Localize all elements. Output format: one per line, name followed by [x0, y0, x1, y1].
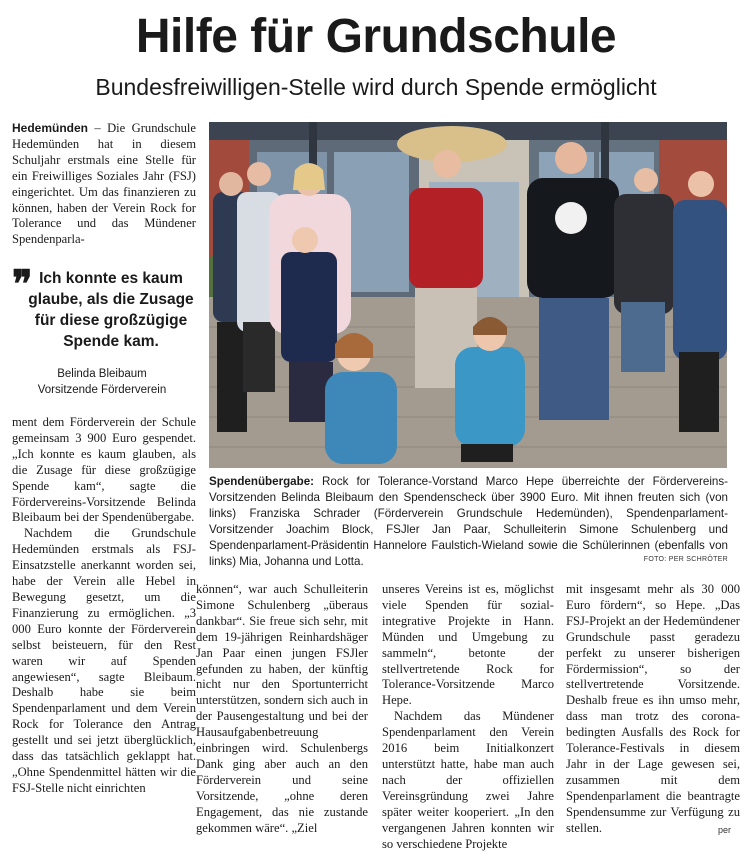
article-column-1-top — [12, 121, 196, 248]
article-intro: – Die Grundschule Hedemünden hat in diesem Schuljahr erstmals eine Stelle für ein Freiwilliges Soziales Jahr (FSJ) eingerichtet. Um das finanzieren zu können, haben der Verein Rock for Tolerance und das Mündener Spendenparla- — [12, 121, 196, 247]
pull-quote-author — [8, 366, 196, 398]
article-paragraph: können“, war auch Schulleiterin Simone Schulenberg „überaus dankbar“. Sie freue sich sehr, mit dem 19-jährigen Reinhardshäger Jan Paar einen jungen FSJler gefunden zu haben, der künftig nicht nur den Sportunterricht unterstützen, sondern sich auch in der Pausengestaltung und bei der Hausaufgabenbetreuung einbringen wird. Schulenbergs Dank ging aber auch an den Förderverein und seine Vorsitzende, „ohne deren Engagement, das nie zustande gekommen wäre“. „Ziel — [196, 582, 368, 835]
article-column-4 — [566, 582, 740, 837]
article-column-2 — [196, 582, 368, 837]
quote-mark-icon: ❞ — [12, 264, 33, 306]
article-paragraph: Nachdem die Grundschule Hedemünden erstmals als FSJ-Einsatzstelle anerkannt worden sei, habe der Verein alle Hebel in Bewegung gesetzt, um die Finanzierung zu ermöglichen. „3 000 Euro konnte der Förderverein selbst beisteuern, für den Rest waren wir auf Spenden angewiesen“, sagte Bleibaum. Deshalb habe sie beim Spendenparlament und dem Verein Rock for Tolerance den Antrag gestellt und sei jetzt überglücklich, dass das tatsächlich geklappt hat. „Ohne Spendenmittel hätten wir die FSJ-Stelle nicht einrichten — [12, 526, 196, 795]
dateline: Hedemünden — [12, 121, 89, 135]
article-paragraph: mit insgesamt mehr als 30 000 Euro fördern“, so Hepe. „Das FSJ-Projekt an der Hedemündener Grundschule passt geradezu perfekt zu unserer bisherigen Fördermission“, so der stellvertretende Vorsitzende. Deshalb freue es ihn umso mehr, dass man trotz des corona-bedingten Ausfalls des Rock for Tolerance-Festivals in diesem Jahr in der Lage gewesen sei, zusammen mit dem Spendenparlament die beantragte Spendensumme zur Verfügung zu stellen. — [566, 582, 740, 835]
headline: Hilfe für Grundschule — [135, 10, 617, 63]
pull-quote-author-name: Belinda Bleibaum — [57, 368, 147, 380]
author-signature: per — [718, 825, 732, 835]
pull-quote-author-role: Vorsitzende Förderverein — [37, 384, 167, 396]
article-paragraph: unseres Vereins ist es, möglichst viele Spenden für sozial-integrative Projekte in Hann. Münden und Umgebung zu sammeln“, betonte der stellvertretende Rock for Tolerance-Vorsitzende Marco Hepe. — [382, 582, 554, 708]
photo-caption-text: Rock for Tolerance-Vorstand Marco Hepe überreichte der Fördervereins-Vorsitzenden Belinda Bleibaum den Spendenscheck über 3900 Euro. Mit ihnen freuten sich (von links) Franziska Schrader (Förderverein Grundschule Hedemünden), Spendenparlament-Vorsitzender Joachim Block, FSJler Jan Paar, Schulleiterin Simone Schulenberg und Spendenparlament-Präsidentin Hannelore Faulstich-Wieland sowie die Schülerinnen (ebenfalls von links) Mia, Johanna und Lotta. — [209, 475, 728, 568]
subheadline: Bundesfreiwilligen-Stelle wird durch Spende ermöglicht — [95, 74, 657, 100]
article-column-3 — [382, 582, 554, 852]
article-photo — [209, 122, 727, 468]
pull-quote — [8, 264, 196, 398]
photo-caption-lead: Spendenübergabe: — [209, 475, 315, 488]
article-column-1-bottom — [12, 415, 196, 797]
article-paragraph: Nachdem das Mündener Spendenparlament den Verein 2016 beim Initialkonzert unterstützt hatte, habe man auch nach der offiziellen Vereinsgründung zwei Jahre später weiter kooperiert. „In den vergangenen Jahren konnten wir so verschiedene Projekte — [382, 709, 554, 851]
pull-quote-text: Ich konnte es kaum glaube, als die Zusage für diese großzügige Spende kam. — [28, 270, 194, 350]
article-paragraph: ment dem Förderverein der Schule gemeinsam 3 900 Euro gespendet. „Ich konnte es kaum glauben, als die Zusage für diese großzügige Spende kam“, sagte die Fördervereins-Vorsitzende Belinda Bleibaum bei der Spendenübergabe. — [12, 415, 196, 525]
photo-credit: FOTO: PER SCHRÖTER — [643, 556, 728, 563]
